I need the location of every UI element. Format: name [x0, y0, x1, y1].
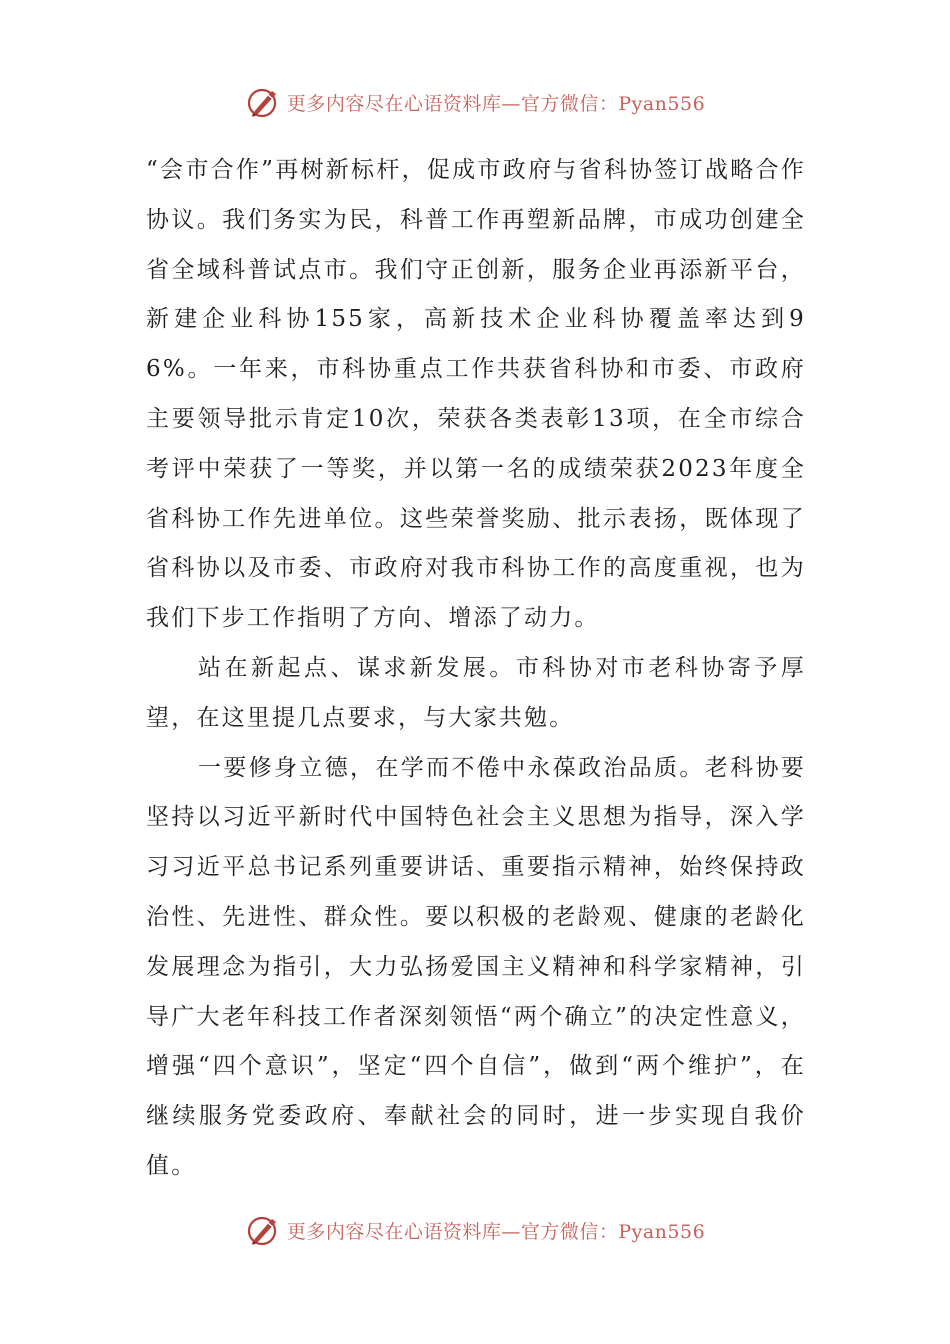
document-body	[146, 146, 806, 1192]
pen-circle-icon	[245, 84, 281, 120]
header-banner-text: 更多内容尽在心语资料库—官方微信：Pyan556	[286, 92, 706, 115]
footer-banner	[0, 1208, 950, 1252]
paragraph-3: 一要修身立德，在学而不倦中永葆政治品质。老科协要坚持以习近平新时代中国特色社会主义思想为指导，深入学习习近平总书记系列重要讲话、重要指示精神，始终保持政治性、先进性、群众性。要以积极的老龄观、健康的老龄化发展理念为指引，大力弘扬爱国主义精神和科学家精神，引导广大老年科技工作者深刻领悟“两个确立”的决定性意义，增强“四个意识”，坚定“四个自信”，做到“两个维护”，在继续服务党委政府、奉献社会的同时，进一步实现自我价值。	[146, 754, 806, 1179]
footer-banner-text: 更多内容尽在心语资料库—官方微信：Pyan556	[286, 1220, 706, 1243]
pen-circle-icon	[245, 1212, 281, 1248]
header-banner	[0, 80, 950, 124]
paragraph-1: “会市合作”再树新标杆，促成市政府与省科协签订战略合作协议。我们务实为民，科普工作再塑新品牌，市成功创建全省全域科普试点市。我们守正创新，服务企业再添新平台，新建企业科协155家，高新技术企业科协覆盖率达到96%。一年来，市科协重点工作共获省科协和市委、市政府主要领导批示肯定10次，荣获各类表彰13项，在全市综合考评中荣获了一等奖，并以第一名的成绩荣获2023年度全省科协工作先进单位。这些荣誉奖励、批示表扬，既体现了省科协以及市委、市政府对我市科协工作的高度重视，也为我们下步工作指明了方向、增添了动力。	[146, 157, 806, 632]
paragraph-2: 站在新起点、谋求新发展。市科协对市老科协寄予厚望，在这里提几点要求，与大家共勉。	[146, 654, 806, 731]
